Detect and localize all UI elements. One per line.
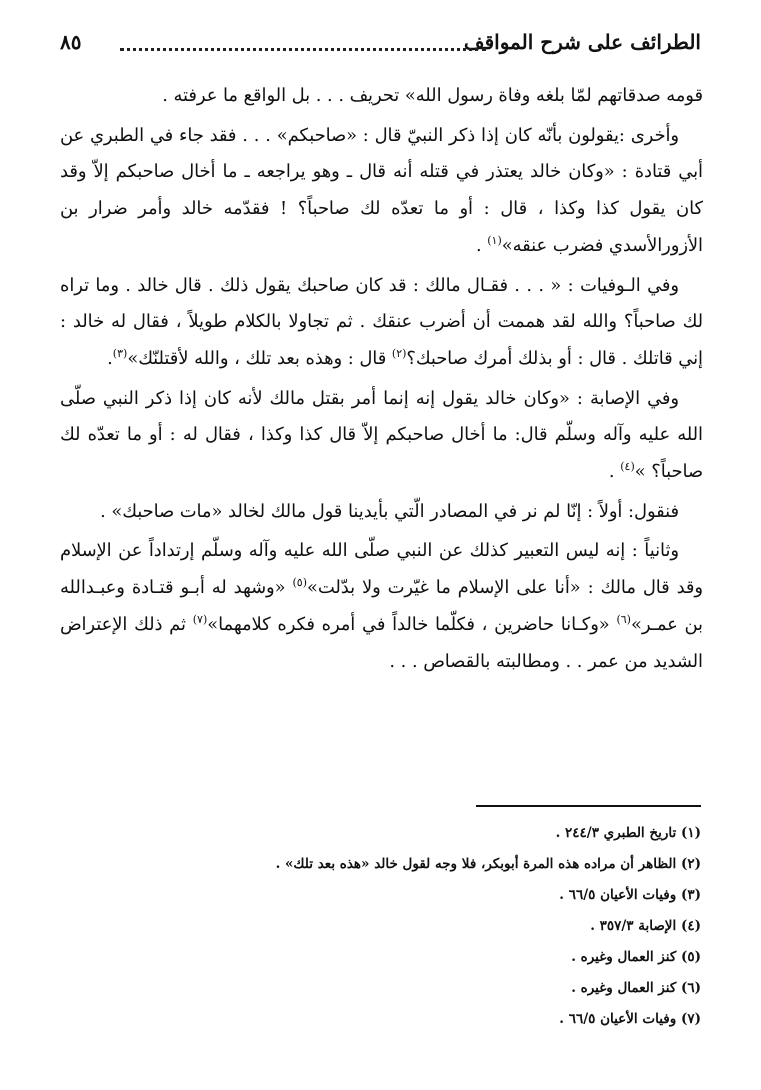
page-header bbox=[60, 30, 701, 60]
running-title: الطرائف على شرح المواقف bbox=[463, 30, 701, 54]
footnote: (٦) كنز العمال وغيره . bbox=[571, 980, 701, 996]
paragraph: وأخرى :يقولون بأنّه كان إذا ذكر النبيّ قال : «صاحبكم» . . . فقد جاء في الطبري عن أبي قتادة : «وكان خالد يعتذر في قتله أنه قال ـ وهو يراجعه ـ ما أخال صاحبكم إلاّ وقد كان يقول كذا وكذا ، قال : أو ما تعدّه لك صاحباً؟ ! فقدّمه خالد وأمر ضرار بن الأزورالأسدي فضرب عنقه»$^{(١)}$ . bbox=[60, 124, 703, 256]
footnote-ref: (٣) bbox=[112, 347, 128, 360]
footnote-ref: (٢) bbox=[391, 347, 407, 360]
footnote-ref: (٧) bbox=[192, 612, 208, 626]
footnote-ref: (٤) bbox=[620, 460, 635, 474]
header-dot-leader bbox=[120, 40, 486, 51]
footnote: (١) تاريخ الطبري ٢٤٤/٣ . bbox=[555, 825, 701, 841]
footnote-ref: (٥) bbox=[292, 576, 307, 590]
footnote: (٧) وفيات الأعيان ٦٦/٥ . bbox=[559, 1011, 701, 1027]
paragraph: وثانياً : إنه ليس التعبير كذلك عن النبي صلّى الله عليه وآله وسلّم إرتداداً عن الإسلام وقد قال مالك : «أنا على الإسلام ما غيّرت ولا بدّلت»$^{(٥)}$ «وشهد له أبـو قتـادة وعبـدالله بن عمـر»$^{(٦)}$ «وكـانا حاضرين ، فكلّما خالداً في أمره فكره كلامهما»$^{(٧)}$ ثم ذلك الإعتراض الشديد من عمر . . ومطالبته بالقصاص . . . bbox=[60, 540, 704, 672]
footnote: (٥) كنز العمال وغيره . bbox=[571, 949, 701, 965]
footnotes bbox=[60, 818, 701, 1035]
paragraph: وفي الإصابة : «وكان خالد يقول إنه إنما أمر بقتل مالك لأنه كان إذا ذكر النبي صلّى الله عليه وآله وسلّم قال: ما أخال صاحبكم إلاّ قال كذا وكذا ، فقال له : أو ما تعدّه لك صاحباً؟ »$^{(٤)}$ . bbox=[60, 387, 703, 483]
paragraph: قومه صدقاتهم لمّا بلغه وفاة رسول الله» تحريف . . . بل الواقع ما عرفته . bbox=[162, 85, 703, 106]
paragraph: فنقول: أولاً : إنّا لم نر في المصادر الّتي بأيدينا قول مالك لخالد «مات صاحبك» . bbox=[100, 500, 679, 522]
footnote: (٢) الظاهر أن مراده هذه المرة أبوبكر، فلا وجه لقول خالد «هذه بعد تلك» . bbox=[275, 856, 701, 872]
footnote: (٣) وفيات الأعيان ٦٦/٥ . bbox=[559, 887, 701, 903]
footnote-ref: (٦) bbox=[616, 612, 631, 626]
footnote-separator bbox=[476, 805, 701, 807]
footnote: (٤) الإصابة ٣٥٧/٣ . bbox=[590, 918, 701, 934]
main-text bbox=[60, 78, 703, 680]
footnote-ref: (١) bbox=[487, 233, 502, 247]
page-number: ٨٥ bbox=[60, 30, 82, 54]
paragraph: وفي الـوفيات : « . . . فقـال مالك : قد كان صاحبك يقول ذلك . قال خالد . وما تراه لك صاحباً؟ والله لقد هممت أن أضرب عنقك . ثم تجاولا بالكلام طويلاً ، فقال له خالد : إني قاتلك . قال : أو بذلك أمرك صاحبك؟$^{(٢)}$ قال : وهذه بعد تلك ، والله لأقتلنّك»$^{(٣)}$. bbox=[60, 274, 703, 369]
